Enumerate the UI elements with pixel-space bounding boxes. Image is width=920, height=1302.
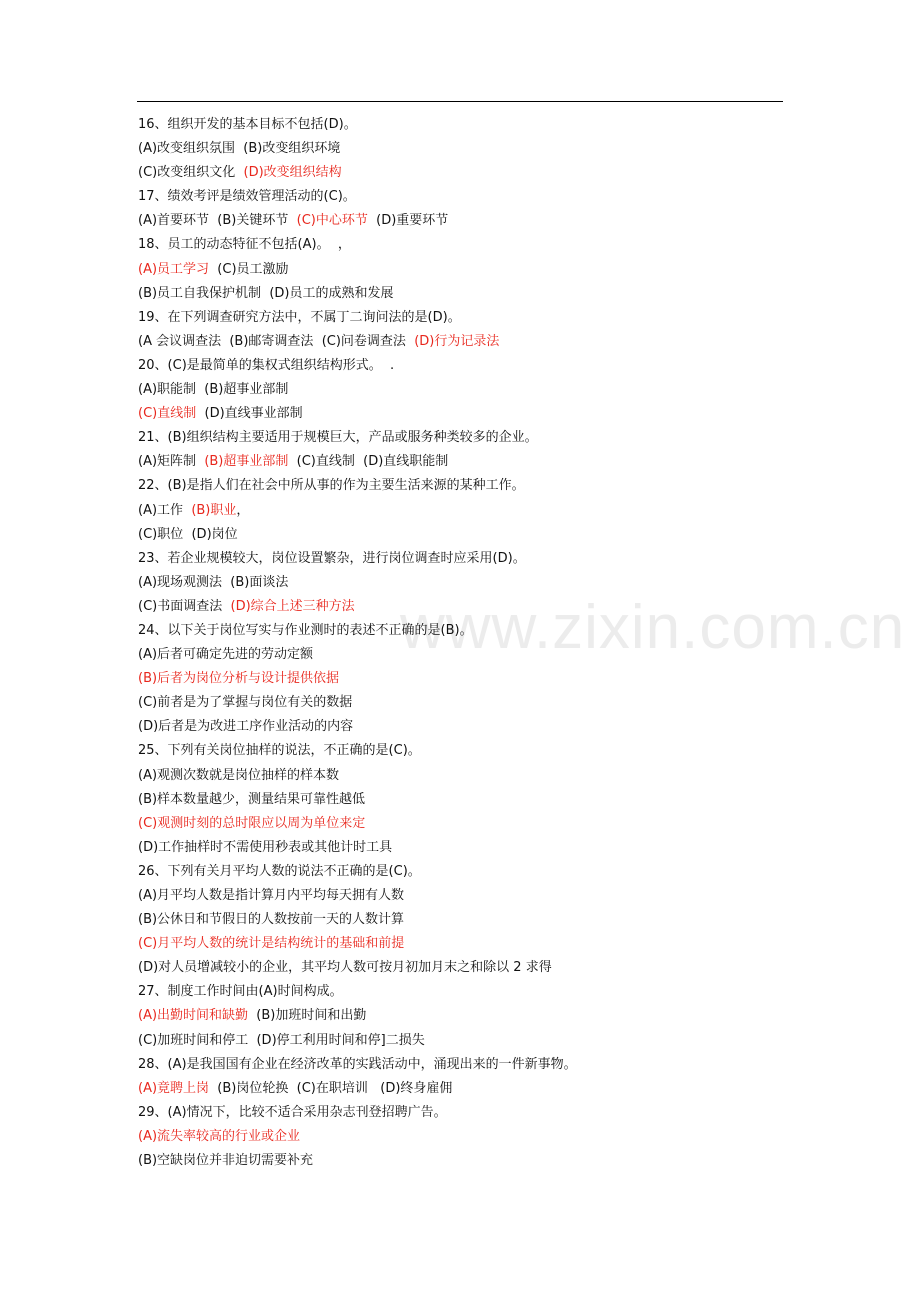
text-segment: (A)工作 — [138, 502, 192, 518]
answer-highlight: (B)超事业部制 — [204, 454, 289, 470]
text-segment: (C)改变组织文化 — [138, 165, 244, 181]
text-line — [138, 402, 788, 426]
text-segment: (C)直线制 (D)直线职能制 — [288, 454, 449, 470]
text-line — [138, 643, 788, 667]
text-line — [138, 691, 788, 715]
text-segment: (D)直线事业部制 — [196, 406, 303, 422]
text-line — [138, 306, 788, 330]
text-segment: ， — [236, 502, 250, 518]
text-segment: (A)改变组织氛围 (B)改变组织环境 — [138, 141, 341, 157]
text-segment: 28、(A)是我国国有企业在经济改革的实践活动中，涌现出来的一件新事物。 — [138, 1056, 577, 1072]
text-line — [138, 185, 788, 209]
text-line — [138, 161, 788, 185]
text-line — [138, 812, 788, 836]
text-line — [138, 860, 788, 884]
text-line — [138, 788, 788, 812]
answer-highlight: (D)行为记录法 — [414, 333, 500, 349]
text-line — [138, 571, 788, 595]
text-line — [138, 739, 788, 763]
answer-highlight: (D)综合上述三种方法 — [230, 598, 355, 614]
text-segment: 25、下列有关岗位抽样的说法，不正确的是(C)。 — [138, 743, 421, 759]
text-segment: (B)样本数量越少，测量结果可靠性越低 — [138, 791, 366, 807]
text-line — [138, 474, 788, 498]
answer-highlight: (C)中心环节 — [296, 213, 368, 229]
text-line — [138, 715, 788, 739]
answer-highlight: (D)改变组织结构 — [243, 165, 342, 181]
text-segment: (B)公休日和节假日的人数按前一天的人数计算 — [138, 912, 405, 928]
text-line — [138, 932, 788, 956]
text-segment: (A)职能制 (B)超事业部制 — [138, 382, 289, 398]
answer-highlight: (B)职业 — [191, 502, 237, 518]
text-segment: 23、若企业规模较大，岗位设置繁杂，进行岗位调查时应采用(D)。 — [138, 550, 526, 566]
text-segment: 17、绩效考评是绩效管理活动的(C)。 — [138, 189, 356, 205]
text-line — [138, 499, 788, 523]
answer-highlight: (C)直线制 — [138, 406, 197, 422]
text-line — [138, 426, 788, 450]
text-segment: (B)岗位轮换 (C)在职培训 (D)终身雇佣 — [209, 1080, 453, 1096]
text-segment: (A)矩阵制 — [138, 454, 205, 470]
text-segment: (A)观测次数就是岗位抽样的样本数 — [138, 767, 340, 783]
text-line — [138, 836, 788, 860]
text-line — [138, 667, 788, 691]
answer-highlight: (C)观测时刻的总时限应以周为单位来定 — [138, 815, 366, 831]
text-line — [138, 1077, 788, 1101]
text-segment: (A)首要环节 (B)关键环节 — [138, 213, 297, 229]
text-line — [138, 884, 788, 908]
text-line — [138, 209, 788, 233]
answer-highlight: (B)后者为岗位分析与设计提供依据 — [138, 671, 340, 687]
text-segment: (A)后者可确定先进的劳动定额 — [138, 647, 314, 663]
text-segment: 29、(A)情况下，比较不适合采用杂志刊登招聘广告。 — [138, 1104, 447, 1120]
text-segment: (C)前者是为了掌握与岗位有关的数据 — [138, 695, 353, 711]
document-body — [138, 113, 788, 1173]
text-line — [138, 113, 788, 137]
text-line — [138, 1029, 788, 1053]
text-line — [138, 547, 788, 571]
text-segment: 22、(B)是指人们在社会中所从事的作为主要生活来源的某种工作。 — [138, 478, 525, 494]
text-line — [138, 595, 788, 619]
answer-highlight: (A)员工学习 — [138, 261, 210, 277]
text-line — [138, 1101, 788, 1125]
answer-highlight: (A)流失率较高的行业或企业 — [138, 1128, 301, 1144]
text-line — [138, 908, 788, 932]
text-segment: 26、下列有关月平均人数的说法不正确的是(C)。 — [138, 863, 421, 879]
text-segment: (C)加班时间和停工 (D)停工利用时间和停]二损失 — [138, 1032, 425, 1048]
header-rule — [137, 101, 783, 102]
text-line — [138, 523, 788, 547]
text-line — [138, 1149, 788, 1173]
text-segment: (D)对人员增减较小的企业，其平均人数可按月初加月末之和除以 2 求得 — [138, 960, 552, 976]
text-segment: 20、(C)是最简单的集权式组织结构形式。 . — [138, 357, 395, 373]
text-line — [138, 1125, 788, 1149]
text-segment: (C)职位 (D)岗位 — [138, 526, 238, 542]
text-line — [138, 378, 788, 402]
text-segment: 18、员工的动态特征不包括(A)。 ， — [138, 237, 351, 253]
text-segment: (B)员工自我保护机制 (D)员工的成熟和发展 — [138, 285, 394, 301]
text-line — [138, 1053, 788, 1077]
text-segment: (A)月平均人数是指计算月内平均每天拥有人数 — [138, 888, 405, 903]
text-segment: 24、以下关于岗位写实与作业测时的表述不正确的是(B)。 — [138, 622, 473, 638]
answer-highlight: (A)竟聘上岗 — [138, 1080, 210, 1096]
text-segment: (C)书面调查法 — [138, 598, 231, 614]
text-line — [138, 980, 788, 1004]
text-segment: (B)加班时间和出勤 — [248, 1008, 367, 1024]
text-segment: (A 会议调查法 (B)邮寄调查法 (C)问卷调查法 — [138, 333, 415, 349]
text-segment: (D)重要环节 — [367, 213, 449, 229]
text-line — [138, 1004, 788, 1028]
text-segment: 27、制度工作时间由(A)时间构成。 — [138, 984, 343, 1000]
text-segment: (B)空缺岗位并非迫切需要补充 — [138, 1153, 314, 1169]
text-line — [138, 450, 788, 474]
answer-highlight: (A)出勤时间和缺勤 — [138, 1008, 249, 1024]
answer-highlight: (C)月平均人数的统计是结构统计的基础和前提 — [138, 936, 405, 952]
text-line — [138, 258, 788, 282]
text-segment: 16、组织开发的基本目标不包括(D)。 — [138, 117, 357, 132]
text-line — [138, 956, 788, 980]
text-line — [138, 764, 788, 788]
text-line — [138, 137, 788, 161]
text-line — [138, 282, 788, 306]
text-segment: (D)后者是为改进工序作业活动的内容 — [138, 719, 354, 735]
text-line — [138, 619, 788, 643]
text-segment: 21、(B)组织结构主要适用于规模巨大，产品或服务种类较多的企业。 — [138, 430, 538, 446]
text-line — [138, 354, 788, 378]
text-line — [138, 233, 788, 257]
text-segment: (A)现场观测法 (B)面谈法 — [138, 574, 289, 590]
text-segment: (D)工作抽样时不需使用秒表或其他计时工具 — [138, 839, 393, 855]
text-segment: (C)员工激励 — [209, 261, 289, 277]
text-segment: 19、在下列调查研究方法中，不属丁二询问法的是(D)。 — [138, 309, 461, 325]
watermark: www.zixin.com.cn — [400, 593, 906, 662]
text-line — [138, 330, 788, 354]
